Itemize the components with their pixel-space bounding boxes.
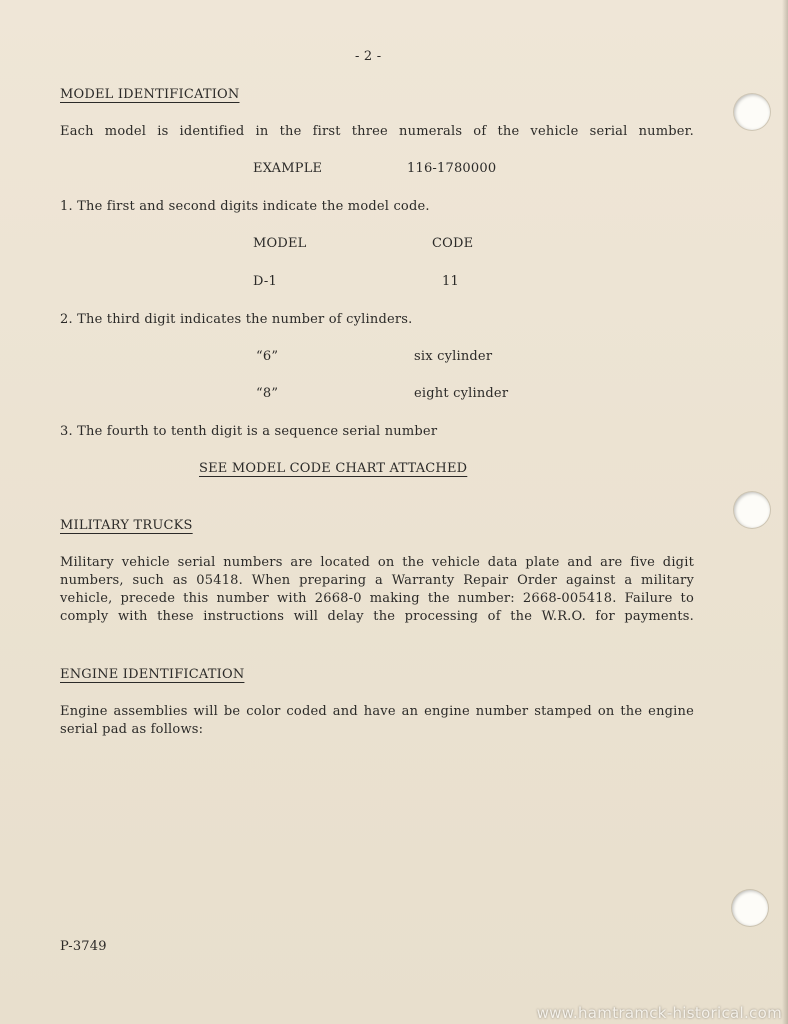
form-number: P-3749 bbox=[60, 939, 107, 954]
binder-hole-top bbox=[734, 94, 770, 130]
code-column-header: CODE bbox=[432, 236, 474, 251]
model-value: D-1 bbox=[253, 274, 277, 289]
binder-hole-middle bbox=[734, 492, 770, 528]
six-cylinder-code: “6” bbox=[256, 349, 279, 364]
military-trucks-line-1: Military vehicle serial numbers are located on the vehicle data plate and are five digit bbox=[60, 555, 694, 570]
example-value: 116-1780000 bbox=[407, 161, 497, 176]
military-trucks-line-4: comply with these instructions will delay the processing of the W.R.O. for payments. bbox=[60, 609, 694, 624]
six-cylinder-desc: six cylinder bbox=[414, 349, 493, 364]
item-3-text: 3. The fourth to tenth digit is a sequence serial number bbox=[60, 424, 438, 439]
model-column-header: MODEL bbox=[253, 236, 307, 251]
website-watermark: www.hamtramck-historical.com bbox=[536, 1004, 782, 1022]
engine-identification-line-2: serial pad as follows: bbox=[60, 722, 204, 737]
model-identification-heading: MODEL IDENTIFICATION bbox=[60, 87, 240, 102]
engine-identification-line-1: Engine assemblies will be color coded and have an engine number stamped on the engine bbox=[60, 704, 694, 719]
model-identification-intro: Each model is identified in the first three numerals of the vehicle serial number. bbox=[60, 124, 694, 139]
code-value: 11 bbox=[442, 274, 459, 289]
page-edge-shadow bbox=[782, 0, 788, 1024]
military-trucks-heading: MILITARY TRUCKS bbox=[60, 518, 193, 533]
page-number: - 2 - bbox=[355, 49, 382, 64]
eight-cylinder-code: “8” bbox=[256, 386, 279, 401]
see-model-code-chart: SEE MODEL CODE CHART ATTACHED bbox=[199, 461, 468, 476]
engine-identification-heading: ENGINE IDENTIFICATION bbox=[60, 667, 245, 682]
military-trucks-line-3: vehicle, precede this number with 2668-0 making the number: 2668-005418. Failure to bbox=[60, 591, 694, 606]
item-2-text: 2. The third digit indicates the number of cylinders. bbox=[60, 312, 413, 327]
eight-cylinder-desc: eight cylinder bbox=[414, 386, 509, 401]
binder-hole-bottom bbox=[732, 890, 768, 926]
military-trucks-line-2: numbers, such as 05418. When preparing a Warranty Repair Order against a military bbox=[60, 573, 694, 588]
item-1-text: 1. The first and second digits indicate the model code. bbox=[60, 199, 430, 214]
example-label: EXAMPLE bbox=[253, 161, 323, 176]
